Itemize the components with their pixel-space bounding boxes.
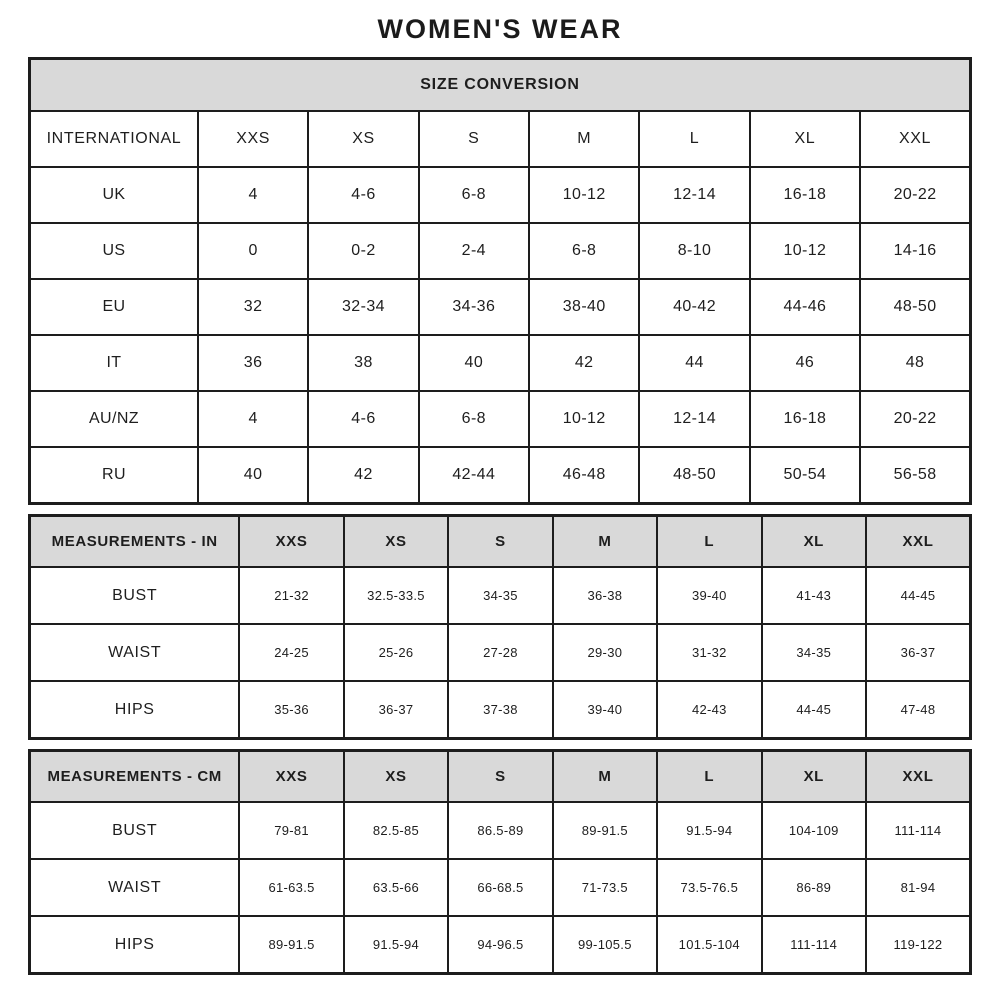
measurements-in-table bbox=[28, 514, 972, 740]
size-value-cell: 34-35 bbox=[762, 624, 866, 681]
column-header: XS bbox=[344, 751, 448, 803]
measurements-cm-header-row bbox=[30, 751, 971, 803]
table-row bbox=[30, 916, 971, 974]
size-value-cell: 20-22 bbox=[860, 391, 970, 447]
size-value-cell: 10-12 bbox=[750, 223, 860, 279]
size-value-cell: 104-109 bbox=[762, 802, 866, 859]
size-value-cell: 6-8 bbox=[419, 167, 529, 223]
column-header: L bbox=[657, 751, 761, 803]
measurements-cm-table bbox=[28, 749, 972, 975]
size-value-cell: 46 bbox=[750, 335, 860, 391]
column-header: M bbox=[553, 516, 657, 568]
size-value-cell: 0-2 bbox=[308, 223, 418, 279]
column-header: XXS bbox=[239, 516, 343, 568]
table-row bbox=[30, 279, 971, 335]
size-value-cell: 2-4 bbox=[419, 223, 529, 279]
size-value-cell: 4 bbox=[198, 167, 308, 223]
size-value-cell: 24-25 bbox=[239, 624, 343, 681]
column-header: XS bbox=[344, 516, 448, 568]
size-value-cell: 0 bbox=[198, 223, 308, 279]
size-value-cell: 81-94 bbox=[866, 859, 971, 916]
size-value-cell: 119-122 bbox=[866, 916, 971, 974]
table-row bbox=[30, 859, 971, 916]
row-label: HIPS bbox=[30, 681, 240, 739]
table-row bbox=[30, 802, 971, 859]
column-header: XL bbox=[762, 516, 866, 568]
size-conversion-title-row bbox=[30, 59, 971, 112]
row-label: IT bbox=[30, 335, 198, 391]
column-header: XXS bbox=[239, 751, 343, 803]
column-header: XXL bbox=[866, 516, 971, 568]
size-value-cell: 44-46 bbox=[750, 279, 860, 335]
size-value-cell: 16-18 bbox=[750, 391, 860, 447]
size-value-cell: 91.5-94 bbox=[657, 802, 761, 859]
size-value-cell: 12-14 bbox=[639, 391, 749, 447]
size-value-cell: 48-50 bbox=[639, 447, 749, 504]
size-value-cell: 34-35 bbox=[448, 567, 552, 624]
size-value-cell: 36-37 bbox=[344, 681, 448, 739]
column-header: MEASUREMENTS - CM bbox=[30, 751, 240, 803]
size-value-cell: 44-45 bbox=[866, 567, 971, 624]
table-row bbox=[30, 567, 971, 624]
row-label: WAIST bbox=[30, 624, 240, 681]
row-label: WAIST bbox=[30, 859, 240, 916]
column-header: XL bbox=[762, 751, 866, 803]
row-label: RU bbox=[30, 447, 198, 504]
size-value-cell: 32-34 bbox=[308, 279, 418, 335]
size-value-cell: 56-58 bbox=[860, 447, 970, 504]
size-value-cell: 44-45 bbox=[762, 681, 866, 739]
row-label: HIPS bbox=[30, 916, 240, 974]
size-value-cell: 34-36 bbox=[419, 279, 529, 335]
page-title: WOMEN'S WEAR bbox=[377, 14, 623, 44]
size-value-cell: 25-26 bbox=[344, 624, 448, 681]
column-header: S bbox=[448, 751, 552, 803]
size-value-cell: 79-81 bbox=[239, 802, 343, 859]
size-value-cell: 12-14 bbox=[639, 167, 749, 223]
size-value-cell: 6-8 bbox=[419, 391, 529, 447]
size-conversion-title: SIZE CONVERSION bbox=[30, 59, 971, 112]
size-value-cell: 38-40 bbox=[529, 279, 639, 335]
size-value-cell: 40 bbox=[419, 335, 529, 391]
size-value-cell: 21-32 bbox=[239, 567, 343, 624]
column-header: XS bbox=[308, 111, 418, 167]
size-value-cell: 32.5-33.5 bbox=[344, 567, 448, 624]
table-row bbox=[30, 223, 971, 279]
table-row bbox=[30, 167, 971, 223]
size-value-cell: 86.5-89 bbox=[448, 802, 552, 859]
column-header: XXL bbox=[860, 111, 970, 167]
size-value-cell: 42-44 bbox=[419, 447, 529, 504]
size-value-cell: 66-68.5 bbox=[448, 859, 552, 916]
size-value-cell: 50-54 bbox=[750, 447, 860, 504]
size-value-cell: 35-36 bbox=[239, 681, 343, 739]
size-value-cell: 4-6 bbox=[308, 167, 418, 223]
column-header: MEASUREMENTS - IN bbox=[30, 516, 240, 568]
column-header: S bbox=[419, 111, 529, 167]
size-value-cell: 89-91.5 bbox=[553, 802, 657, 859]
column-header: M bbox=[529, 111, 639, 167]
size-value-cell: 4 bbox=[198, 391, 308, 447]
size-conversion-column-header-row bbox=[30, 111, 971, 167]
size-value-cell: 86-89 bbox=[762, 859, 866, 916]
size-value-cell: 99-105.5 bbox=[553, 916, 657, 974]
size-value-cell: 31-32 bbox=[657, 624, 761, 681]
size-value-cell: 71-73.5 bbox=[553, 859, 657, 916]
size-value-cell: 6-8 bbox=[529, 223, 639, 279]
size-value-cell: 47-48 bbox=[866, 681, 971, 739]
size-value-cell: 48-50 bbox=[860, 279, 970, 335]
column-header: INTERNATIONAL bbox=[30, 111, 198, 167]
column-header: S bbox=[448, 516, 552, 568]
column-header: L bbox=[657, 516, 761, 568]
size-value-cell: 40-42 bbox=[639, 279, 749, 335]
size-value-cell: 94-96.5 bbox=[448, 916, 552, 974]
size-value-cell: 10-12 bbox=[529, 167, 639, 223]
size-value-cell: 32 bbox=[198, 279, 308, 335]
size-value-cell: 36 bbox=[198, 335, 308, 391]
column-header: M bbox=[553, 751, 657, 803]
measurements-in-header-row bbox=[30, 516, 971, 568]
size-value-cell: 73.5-76.5 bbox=[657, 859, 761, 916]
column-header: XL bbox=[750, 111, 860, 167]
size-value-cell: 101.5-104 bbox=[657, 916, 761, 974]
size-value-cell: 42 bbox=[308, 447, 418, 504]
size-value-cell: 14-16 bbox=[860, 223, 970, 279]
size-value-cell: 46-48 bbox=[529, 447, 639, 504]
size-value-cell: 48 bbox=[860, 335, 970, 391]
size-value-cell: 20-22 bbox=[860, 167, 970, 223]
column-header: XXS bbox=[198, 111, 308, 167]
row-label: AU/NZ bbox=[30, 391, 198, 447]
table-row bbox=[30, 624, 971, 681]
size-value-cell: 39-40 bbox=[553, 681, 657, 739]
size-value-cell: 111-114 bbox=[762, 916, 866, 974]
size-value-cell: 37-38 bbox=[448, 681, 552, 739]
size-value-cell: 29-30 bbox=[553, 624, 657, 681]
row-label: EU bbox=[30, 279, 198, 335]
size-value-cell: 40 bbox=[198, 447, 308, 504]
size-value-cell: 63.5-66 bbox=[344, 859, 448, 916]
size-value-cell: 44 bbox=[639, 335, 749, 391]
size-value-cell: 39-40 bbox=[657, 567, 761, 624]
table-row bbox=[30, 681, 971, 739]
row-label: UK bbox=[30, 167, 198, 223]
size-value-cell: 16-18 bbox=[750, 167, 860, 223]
table-row bbox=[30, 447, 971, 504]
size-value-cell: 10-12 bbox=[529, 391, 639, 447]
size-value-cell: 38 bbox=[308, 335, 418, 391]
column-header: XXL bbox=[866, 751, 971, 803]
size-value-cell: 8-10 bbox=[639, 223, 749, 279]
size-value-cell: 41-43 bbox=[762, 567, 866, 624]
size-value-cell: 61-63.5 bbox=[239, 859, 343, 916]
size-value-cell: 42 bbox=[529, 335, 639, 391]
row-label: BUST bbox=[30, 567, 240, 624]
column-header: L bbox=[639, 111, 749, 167]
table-row bbox=[30, 391, 971, 447]
size-value-cell: 36-38 bbox=[553, 567, 657, 624]
size-value-cell: 4-6 bbox=[308, 391, 418, 447]
size-value-cell: 42-43 bbox=[657, 681, 761, 739]
size-value-cell: 36-37 bbox=[866, 624, 971, 681]
size-value-cell: 27-28 bbox=[448, 624, 552, 681]
size-value-cell: 89-91.5 bbox=[239, 916, 343, 974]
row-label: US bbox=[30, 223, 198, 279]
size-value-cell: 82.5-85 bbox=[344, 802, 448, 859]
table-row bbox=[30, 335, 971, 391]
row-label: BUST bbox=[30, 802, 240, 859]
size-value-cell: 91.5-94 bbox=[344, 916, 448, 974]
size-value-cell: 111-114 bbox=[866, 802, 971, 859]
size-conversion-table bbox=[28, 57, 972, 505]
